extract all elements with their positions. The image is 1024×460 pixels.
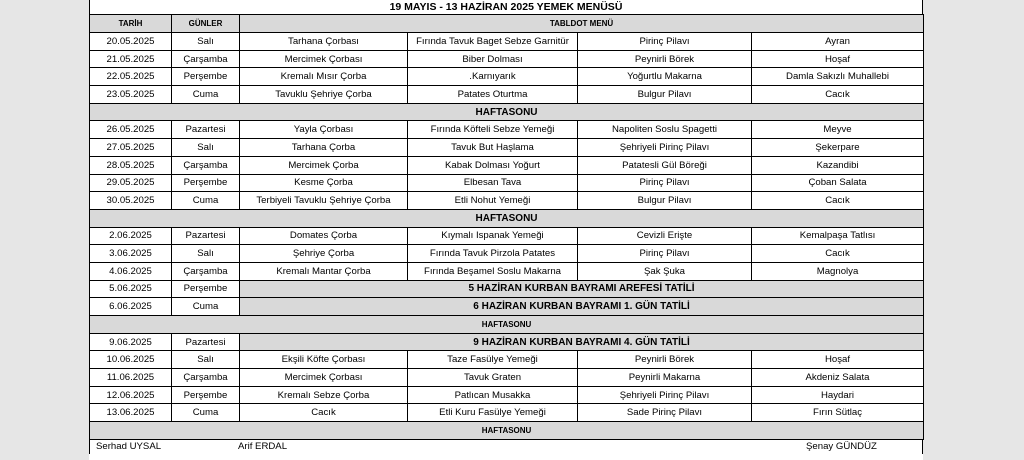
menu-dessert: Haydari: [752, 386, 924, 404]
menu-day: Salı: [172, 139, 240, 157]
left-viewer-margin: [0, 0, 89, 460]
weekend-separator: [90, 209, 924, 227]
menu-main: Fırında Tavuk Pirzola Patates: [408, 245, 578, 263]
menu-date: 4.06.2025: [90, 262, 172, 280]
menu-day: Çarşamba: [172, 156, 240, 174]
document-subtitle: 19 MAYIS - 13 HAZİRAN 2025 YEMEK MENÜSÜ: [89, 0, 923, 14]
menu-side: Pirinç Pilavı: [578, 174, 752, 192]
menu-row: [90, 68, 924, 86]
menu-row: [90, 369, 924, 387]
menu-row: [90, 174, 924, 192]
header-date: TARİH: [90, 15, 172, 33]
menu-date: 12.06.2025: [90, 386, 172, 404]
menu-date: 27.05.2025: [90, 139, 172, 157]
menu-main: Patlıcan Musakka: [408, 386, 578, 404]
menu-main: Fırında Beşamel Soslu Makarna: [408, 262, 578, 280]
menu-date: 11.06.2025: [90, 369, 172, 387]
menu-dessert: Akdeniz Salata: [752, 369, 924, 387]
menu-date: 29.05.2025: [90, 174, 172, 192]
menu-soup: Kremalı Mantar Çorba: [240, 262, 408, 280]
holiday-row: [90, 280, 924, 298]
menu-main: Tavuk Graten: [408, 369, 578, 387]
menu-side: Şehriyeli Pirinç Pilavı: [578, 386, 752, 404]
menu-day: Salı: [172, 351, 240, 369]
menu-day: Çarşamba: [172, 50, 240, 68]
menu-soup: Mercimek Çorba: [240, 156, 408, 174]
menu-side: Şehriyeli Pirinç Pilavı: [578, 139, 752, 157]
weekend-label: HAFTASONU: [90, 103, 924, 121]
menu-side: Sade Pirinç Pilavı: [578, 404, 752, 422]
menu-row: [90, 121, 924, 139]
holiday-date: 9.06.2025: [90, 333, 172, 351]
menu-dessert: Şekerpare: [752, 139, 924, 157]
menu-soup: Cacık: [240, 404, 408, 422]
menu-date: 10.06.2025: [90, 351, 172, 369]
menu-main: Kabak Dolması Yoğurt: [408, 156, 578, 174]
menu-dessert: Ayran: [752, 33, 924, 51]
menu-soup: Tarhana Çorbası: [240, 33, 408, 51]
menu-day: Cuma: [172, 192, 240, 210]
menu-main: Tavuk But Haşlama: [408, 139, 578, 157]
menu-dessert: Hoşaf: [752, 50, 924, 68]
menu-side: Pirinç Pilavı: [578, 33, 752, 51]
menu-row: [90, 227, 924, 245]
holiday-row: [90, 333, 924, 351]
menu-table: [89, 14, 924, 440]
menu-main: Etli Nohut Yemeği: [408, 192, 578, 210]
weekend-label: HAFTASONU: [90, 422, 924, 440]
menu-document: [89, 0, 923, 460]
menu-side: Yoğurtlu Makarna: [578, 68, 752, 86]
holiday-text: 5 HAZİRAN KURBAN BAYRAMI AREFESİ TATİLİ: [240, 280, 924, 298]
menu-soup: Domates Çorba: [240, 227, 408, 245]
menu-soup: Kremalı Sebze Çorba: [240, 386, 408, 404]
menu-main: Taze Fasülye Yemeği: [408, 351, 578, 369]
menu-day: Salı: [172, 245, 240, 263]
menu-day: Perşembe: [172, 68, 240, 86]
menu-date: 28.05.2025: [90, 156, 172, 174]
menu-side: Napoliten Soslu Spagetti: [578, 121, 752, 139]
menu-side: Cevizli Erişte: [578, 227, 752, 245]
header-menu: TABLDOT MENÜ: [240, 15, 924, 33]
signature-3: Şenay GÜNDÜZ: [806, 440, 877, 452]
menu-dessert: Fırın Sütlaç: [752, 404, 924, 422]
menu-side: Bulgur Pilavı: [578, 192, 752, 210]
menu-dessert: Hoşaf: [752, 351, 924, 369]
menu-row: [90, 139, 924, 157]
menu-soup: Mercimek Çorbası: [240, 50, 408, 68]
menu-row: [90, 192, 924, 210]
menu-soup: Mercimek Çorbası: [240, 369, 408, 387]
holiday-text: 9 HAZİRAN KURBAN BAYRAMI 4. GÜN TATİLİ: [240, 333, 924, 351]
menu-soup: Ekşili Köfte Çorbası: [240, 351, 408, 369]
signature-2: Arif ERDAL: [238, 440, 288, 452]
menu-day: Çarşamba: [172, 369, 240, 387]
menu-row: [90, 351, 924, 369]
menu-date: 2.06.2025: [90, 227, 172, 245]
holiday-date: 6.06.2025: [90, 298, 172, 316]
menu-date: 13.06.2025: [90, 404, 172, 422]
menu-main: Patates Oturtma: [408, 86, 578, 104]
menu-side: Şak Şuka: [578, 262, 752, 280]
menu-soup: Yayla Çorbası: [240, 121, 408, 139]
menu-day: Cuma: [172, 404, 240, 422]
menu-dessert: Cacık: [752, 192, 924, 210]
menu-row: [90, 262, 924, 280]
weekend-separator: [90, 103, 924, 121]
right-viewer-margin: [923, 0, 1024, 460]
menu-date: 21.05.2025: [90, 50, 172, 68]
menu-date: 20.05.2025: [90, 33, 172, 51]
menu-row: [90, 50, 924, 68]
menu-date: 22.05.2025: [90, 68, 172, 86]
menu-dessert: Magnolya: [752, 262, 924, 280]
menu-dessert: Meyve: [752, 121, 924, 139]
menu-side: Bulgur Pilavı: [578, 86, 752, 104]
holiday-date: 5.06.2025: [90, 280, 172, 298]
menu-dessert: Cacık: [752, 245, 924, 263]
menu-main: Biber Dolması: [408, 50, 578, 68]
menu-side: Pirinç Pilavı: [578, 245, 752, 263]
menu-dessert: Kemalpaşa Tatlısı: [752, 227, 924, 245]
holiday-row: [90, 298, 924, 316]
holiday-day: Perşembe: [172, 280, 240, 298]
menu-dessert: Cacık: [752, 86, 924, 104]
menu-side: Peynirli Börek: [578, 351, 752, 369]
menu-day: Çarşamba: [172, 262, 240, 280]
weekend-label: HAFTASONU: [90, 316, 924, 334]
menu-date: 26.05.2025: [90, 121, 172, 139]
menu-day: Pazartesi: [172, 121, 240, 139]
menu-day: Perşembe: [172, 174, 240, 192]
menu-soup: Kesme Çorba: [240, 174, 408, 192]
menu-main: .Karnıyarık: [408, 68, 578, 86]
menu-day: Perşembe: [172, 386, 240, 404]
table-header-row: [90, 15, 924, 33]
menu-soup: Terbiyeli Tavuklu Şehriye Çorba: [240, 192, 408, 210]
weekend-separator: [90, 316, 924, 334]
menu-soup: Şehriye Çorba: [240, 245, 408, 263]
menu-row: [90, 386, 924, 404]
menu-row: [90, 156, 924, 174]
menu-day: Pazartesi: [172, 227, 240, 245]
menu-side: Patatesli Gül Böreği: [578, 156, 752, 174]
menu-row: [90, 86, 924, 104]
weekend-label: HAFTASONU: [90, 209, 924, 227]
menu-day: Cuma: [172, 86, 240, 104]
menu-main: Elbesan Tava: [408, 174, 578, 192]
menu-soup: Tarhana Çorba: [240, 139, 408, 157]
menu-row: [90, 404, 924, 422]
holiday-day: Pazartesi: [172, 333, 240, 351]
menu-row: [90, 33, 924, 51]
menu-date: 23.05.2025: [90, 86, 172, 104]
menu-dessert: Çoban Salata: [752, 174, 924, 192]
menu-main: Fırında Köfteli Sebze Yemeği: [408, 121, 578, 139]
signature-1: Serhad UYSAL: [96, 440, 162, 452]
holiday-text: 6 HAZİRAN KURBAN BAYRAMI 1. GÜN TATİLİ: [240, 298, 924, 316]
menu-side: Peynirli Börek: [578, 50, 752, 68]
signature-line: [89, 440, 923, 454]
menu-soup: Tavuklu Şehriye Çorba: [240, 86, 408, 104]
holiday-day: Cuma: [172, 298, 240, 316]
menu-date: 30.05.2025: [90, 192, 172, 210]
menu-main: Fırında Tavuk Baget Sebze Garnitür: [408, 33, 578, 51]
menu-dessert: Kazandibi: [752, 156, 924, 174]
menu-dessert: Damla Sakızlı Muhallebi: [752, 68, 924, 86]
menu-row: [90, 245, 924, 263]
menu-day: Salı: [172, 33, 240, 51]
header-day: GÜNLER: [172, 15, 240, 33]
menu-side: Peynirli Makarna: [578, 369, 752, 387]
weekend-separator: [90, 422, 924, 440]
menu-date: 3.06.2025: [90, 245, 172, 263]
menu-main: Kıymalı Ispanak Yemeği: [408, 227, 578, 245]
menu-soup: Kremalı Mısır Çorba: [240, 68, 408, 86]
menu-main: Etli Kuru Fasülye Yemeği: [408, 404, 578, 422]
